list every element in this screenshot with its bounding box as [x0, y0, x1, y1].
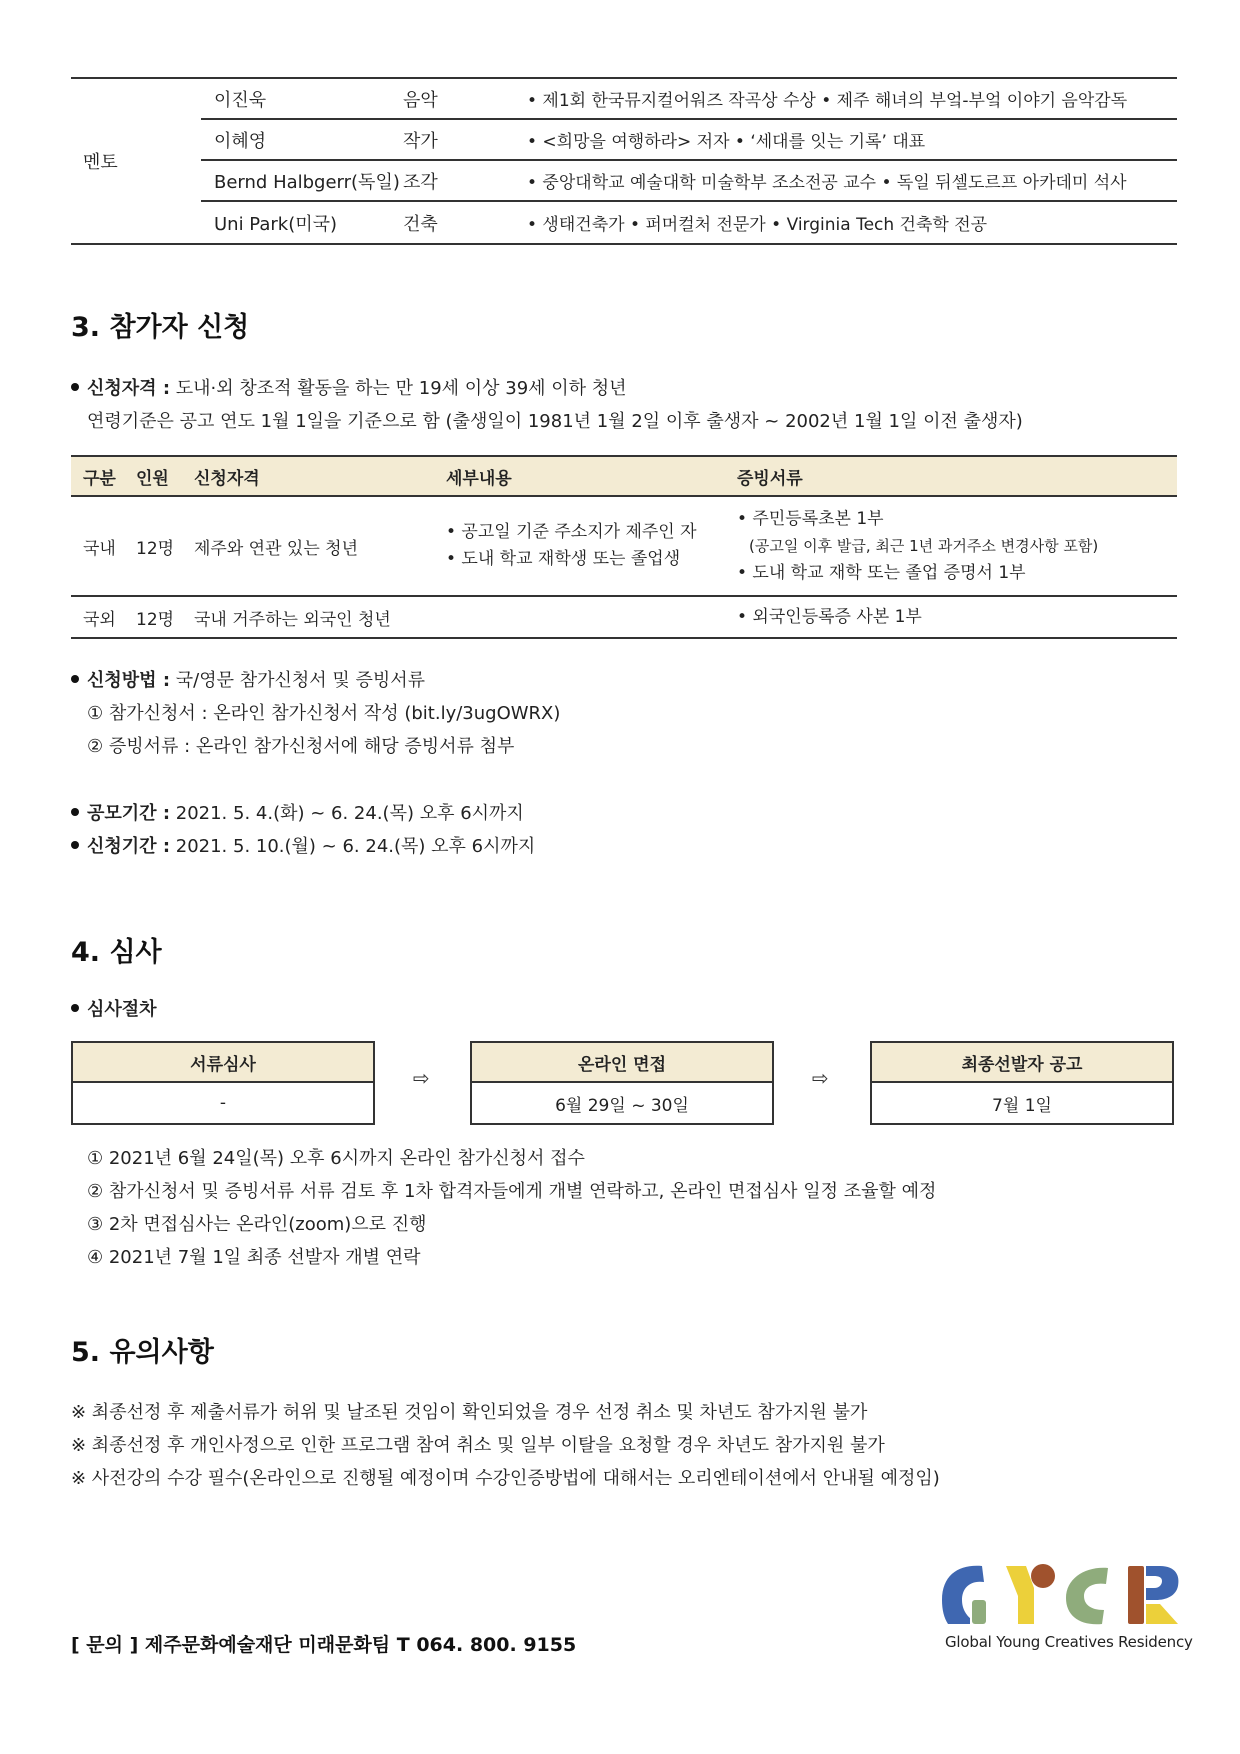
- step-date: 6월 29일 ~ 30일: [555, 1095, 689, 1116]
- recruit-text: 2021. 5. 4.(화) ~ 6. 24.(목) 오후 6시까지: [170, 803, 524, 824]
- bullet-icon: [71, 675, 79, 683]
- procedure-label: 심사절차: [87, 999, 157, 1020]
- document-item: • 주민등록초본 1부: [737, 508, 884, 529]
- step-date: 7월 1일: [992, 1095, 1052, 1116]
- table-row: [71, 497, 1177, 597]
- eligibility-line: [71, 372, 627, 406]
- procedure-line: [71, 993, 157, 1027]
- mentor-row: [201, 79, 1177, 120]
- step-date: -: [219, 1093, 227, 1113]
- step-title: 온라인 면접: [472, 1043, 772, 1083]
- recruit-period-line: [71, 797, 524, 831]
- detail-item: • 도내 학교 재학생 또는 졸업생: [446, 549, 681, 569]
- gycr-logo-icon: [940, 1560, 1180, 1626]
- bullet-icon: [71, 1004, 79, 1012]
- step-title: 서류심사: [73, 1043, 373, 1083]
- notice-item: ※ 최종선정 후 개인사정으로 인한 프로그램 참여 취소 및 일부 이탈을 요청할 경우 차년도 참가지원 불가: [71, 1435, 885, 1456]
- col-header: 구분: [83, 468, 116, 489]
- cell-documents: [737, 604, 1177, 631]
- mentor-name: 이혜영: [214, 130, 267, 152]
- col-header: 증빙서류: [737, 468, 803, 489]
- bullet-icon: [71, 808, 79, 816]
- applicant-table: [71, 455, 1177, 639]
- section-title-notice: 5. 유의사항: [71, 1337, 214, 1368]
- eligibility-text: 도내·외 창조적 활동을 하는 만 19세 이상 39세 이하 청년: [170, 378, 627, 399]
- mentor-row: [201, 161, 1177, 202]
- mentor-field: 음악: [403, 89, 438, 111]
- arrow-right-icon: ⇨: [413, 1066, 430, 1090]
- detail-item: • 공고일 기준 주소지가 제주인 자: [446, 522, 697, 542]
- mentor-name: Bernd Halbgerr(독일): [214, 171, 400, 193]
- method-item: ① 참가신청서 : 온라인 참가신청서 작성 (bit.ly/3ugOWRX): [87, 703, 561, 724]
- cell-type: 국내: [83, 538, 116, 559]
- cell-count: 12명: [136, 609, 175, 630]
- col-header: 신청자격: [194, 468, 260, 489]
- mentor-field: 작가: [403, 130, 438, 152]
- cell-type: 국외: [83, 609, 116, 630]
- step-document-review: [71, 1041, 375, 1125]
- cell-documents: [737, 506, 1177, 587]
- table-row: [71, 597, 1177, 637]
- mentor-row: [201, 120, 1177, 161]
- eligibility-label: 신청자격 :: [87, 378, 171, 399]
- notice-item: ※ 사전강의 수강 필수(온라인으로 진행될 예정이며 수강인증방법에 대해서는 오리엔테이션에서 안내될 예정임): [71, 1468, 940, 1489]
- col-header: 세부내용: [446, 468, 512, 489]
- mentor-field: 조각: [403, 171, 438, 193]
- table-header: [71, 457, 1177, 497]
- mentor-desc: • <희망을 여행하라> 저자 • ‘세대를 잇는 기록’ 대표: [527, 132, 926, 152]
- bullet-icon: [71, 383, 79, 391]
- age-basis: 연령기준은 공고 연도 1월 1일을 기준으로 함 (출생일이 1981년 1월 2일 이후 출생자 ~ 2002년 1월 1일 이전 출생자): [87, 411, 1023, 432]
- document-note: (공고일 이후 발급, 최근 1년 과거주소 변경사항 포함): [749, 536, 1099, 555]
- mentor-label: 멘토: [83, 152, 118, 173]
- method-label: 신청방법 :: [87, 670, 171, 691]
- section-title-apply: 3. 참가자 신청: [71, 312, 250, 343]
- bullet-icon: [71, 841, 79, 849]
- step-title: 최종선발자 공고: [872, 1043, 1172, 1083]
- method-line: [71, 664, 425, 698]
- method-item: ② 증빙서류 : 온라인 참가신청서에 해당 증빙서류 첨부: [87, 736, 515, 757]
- arrow-right-icon: ⇨: [812, 1066, 829, 1090]
- col-header: 인원: [136, 468, 169, 489]
- review-note: ② 참가신청서 및 증빙서류 서류 검토 후 1차 합격자들에게 개별 연락하고, 온라인 면접심사 일정 조율할 예정: [87, 1181, 937, 1202]
- logo-caption: Global Young Creatives Residency: [945, 1633, 1193, 1651]
- cell-qualification: 국내 거주하는 외국인 청년: [194, 609, 391, 630]
- mentor-desc: • 중앙대학교 예술대학 미술학부 조소전공 교수 • 독일 뒤셀도르프 아카데미 석사: [527, 173, 1127, 193]
- step-final-announcement: [870, 1041, 1174, 1125]
- document-item: • 도내 학교 재학 또는 졸업 증명서 1부: [737, 562, 1026, 583]
- recruit-label: 공모기간 :: [87, 803, 171, 824]
- mentor-name: 이진욱: [214, 89, 267, 111]
- mentor-desc: • 생태건축가 • 퍼머컬처 전문가 • Virginia Tech 건축학 전공: [527, 215, 988, 235]
- step-online-interview: [470, 1041, 774, 1125]
- contact-info: [ 문의 ] 제주문화예술재단 미래문화팀 T 064. 800. 9155: [71, 1634, 577, 1656]
- gycr-logo: [940, 1560, 1180, 1630]
- review-note: ④ 2021년 7월 1일 최종 선발자 개별 연락: [87, 1247, 421, 1268]
- cell-details: [446, 519, 737, 573]
- mentor-field: 건축: [403, 213, 438, 235]
- apply-period-line: [71, 830, 535, 864]
- cell-qualification: 제주와 연관 있는 청년: [194, 538, 359, 559]
- document-item: • 외국인등록증 사본 1부: [737, 606, 922, 627]
- review-note: ① 2021년 6월 24일(목) 오후 6시까지 온라인 참가신청서 접수: [87, 1148, 585, 1169]
- mentor-name: Uni Park(미국): [214, 213, 338, 235]
- notice-item: ※ 최종선정 후 제출서류가 허위 및 날조된 것임이 확인되었을 경우 선정 취소 및 차년도 참가지원 불가: [71, 1402, 868, 1423]
- apply-text: 2021. 5. 10.(월) ~ 6. 24.(목) 오후 6시까지: [170, 836, 536, 857]
- section-title-review: 4. 심사: [71, 937, 162, 968]
- mentor-table: [71, 77, 1177, 245]
- method-text: 국/영문 참가신청서 및 증빙서류: [170, 670, 426, 691]
- mentor-row: [201, 202, 1177, 243]
- cell-count: 12명: [136, 538, 175, 559]
- apply-label: 신청기간 :: [87, 836, 171, 857]
- mentor-desc: • 제1회 한국뮤지컬어워즈 작곡상 수상 • 제주 해녀의 부엌-부엌 이야기 음악감독: [527, 91, 1128, 111]
- review-note: ③ 2차 면접심사는 온라인(zoom)으로 진행: [87, 1214, 427, 1235]
